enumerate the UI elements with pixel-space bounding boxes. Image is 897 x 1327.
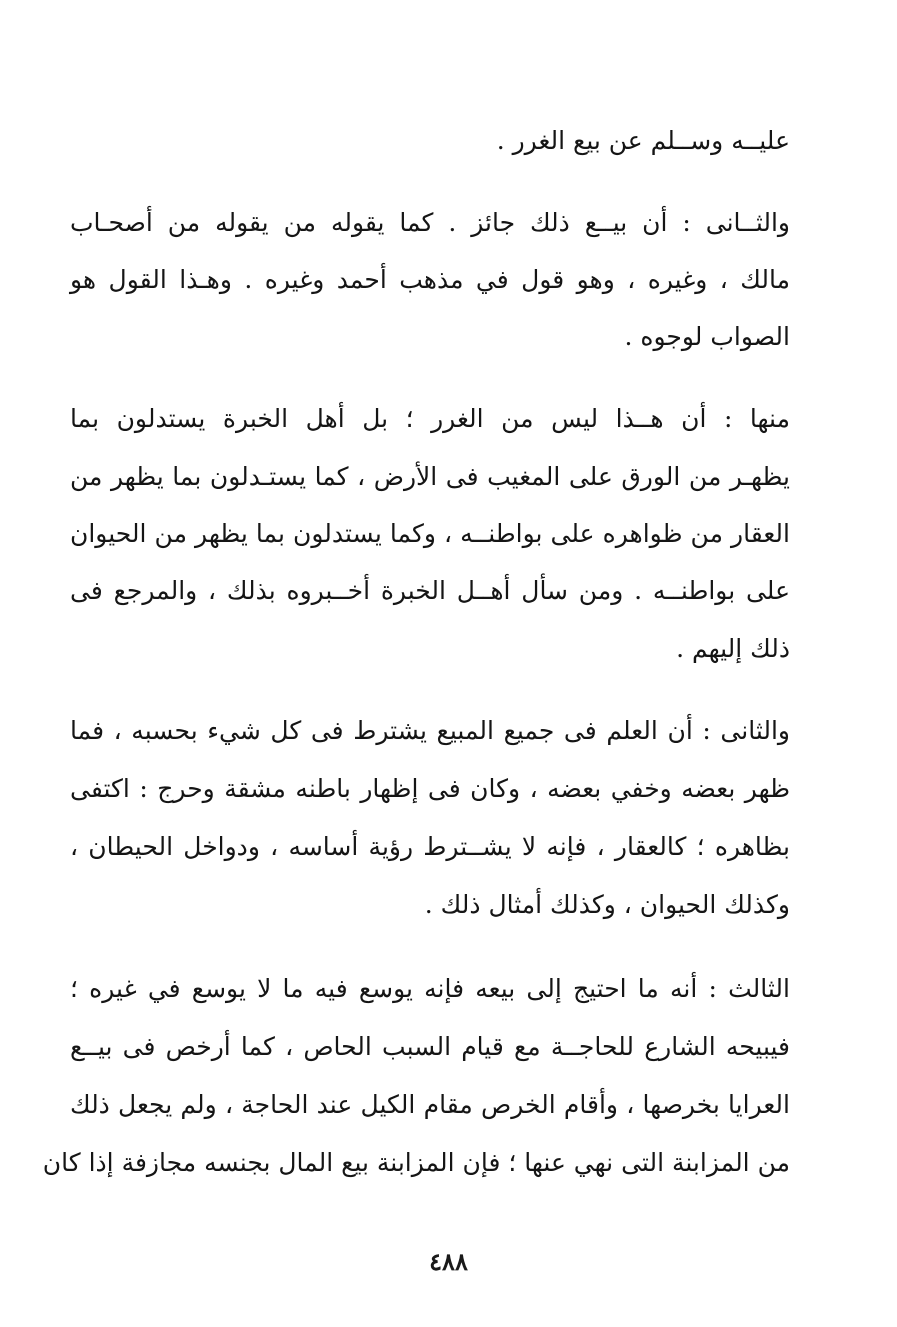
text-line: العرايا بخرصها ، وأقام الخرص مقام الكيل عند الحاجة ، ولم يجعل ذلك <box>70 1090 790 1119</box>
text-line: مالك ، وغيره ، وهو قول في مذهب أحمد وغيره . وهـذا القول هو <box>70 265 790 294</box>
text-line: الثالث : أنه ما احتيج إلى بيعه فإنه يوسع فيه ما لا يوسع في غيره ؛ <box>70 974 790 1003</box>
text-line: بظاهره ؛ كالعقار ، فإنه لا يشــترط رؤية أساسه ، ودواخل الحيطان ، <box>70 832 790 861</box>
text-line: والثانى : أن العلم فى جميع المبيع يشترط فى كل شيء بحسبه ، فما <box>70 716 790 745</box>
text-line: يظهـر من الورق على المغيب فى الأرض ، كما يستـدلون بما يظهر من <box>70 462 790 491</box>
body-text <box>42 0 790 1240</box>
text-line: على بواطنــه . ومن سأل أهــل الخبرة أخــبروه بذلك ، والمرجع فى <box>70 576 790 605</box>
text-line: ظهر بعضه وخفي بعضه ، وكان فى إظهار باطنه مشقة وحرج : اكتفى <box>70 774 790 803</box>
text-line: الصواب لوجوه . <box>624 322 790 351</box>
text-line: والثــانى : أن بيــع ذلك جائز . كما يقوله من يقوله من أصحـاب <box>70 208 790 237</box>
text-line: فيبيحه الشارع للحاجــة مع قيام السبب الحاص ، كما أرخص فى بيــع <box>70 1032 790 1061</box>
text-line: منها : أن هــذا ليس من الغرر ؛ بل أهل الخبرة يستدلون بما <box>70 404 790 433</box>
text-line: عليــه وســلم عن بيع الغرر . <box>496 126 790 155</box>
text-line: ذلك إليهم . <box>676 634 790 663</box>
text-line: العقار من ظواهره على بواطنــه ، وكما يستدلون بما يظهر من الحيوان <box>70 519 790 548</box>
page-number: ٤٨٨ <box>429 1247 468 1276</box>
text-line: من المزابنة التى نهي عنها ؛ فإن المزابنة بيع المال بجنسه مجازفة إذا كان <box>42 1148 790 1177</box>
text-line: وكذلك الحيوان ، وكذلك أمثال ذلك . <box>424 890 790 919</box>
